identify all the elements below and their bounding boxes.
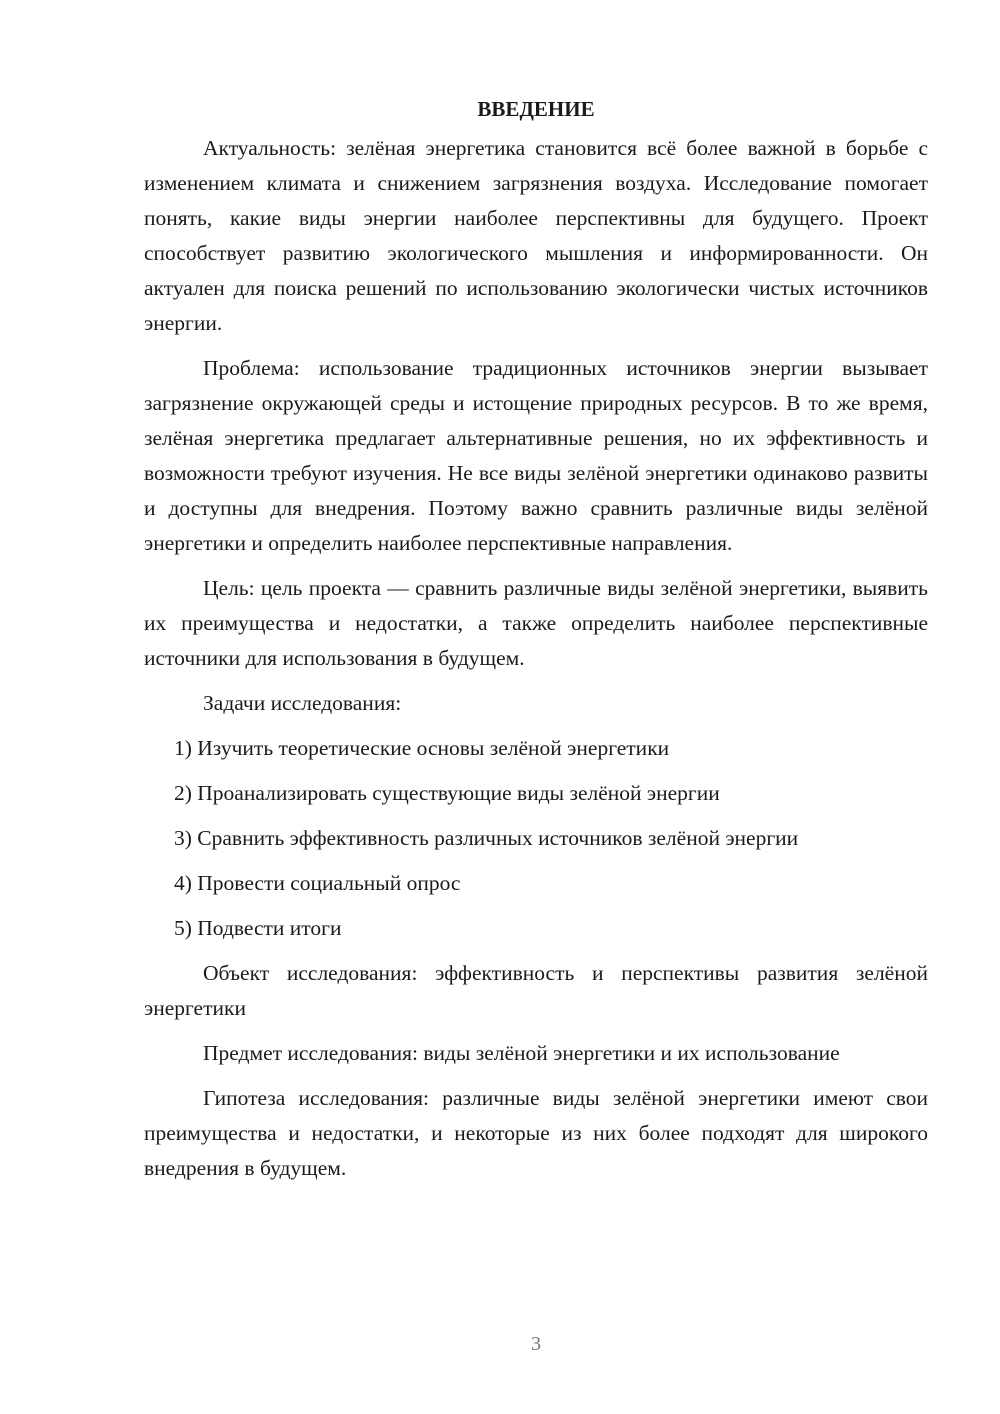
list-item: 4) Провести социальный опрос xyxy=(174,871,461,895)
paragraph-object: Объект исследования: эффективность и перспективы развития зелёной энергетики xyxy=(144,961,928,1020)
paragraph-goal: Цель: цель проекта — сравнить различные виды зелёной энергетики, выявить их преимущества и недостатки, а также определить наиболее перспективные источники для использования в будущем. xyxy=(144,576,928,670)
paragraph-relevance: Актуальность: зелёная энергетика становится всё более важной в борьбе с изменением климата и снижением загрязнения воздуха. Исследование помогает понять, какие виды энергии наиболее перспективны для будущего. Проект способствует развитию экологического мышления и информированности. Он актуален для поиска решений по использованию экологически чистых источников энергии. xyxy=(144,136,928,335)
list-item: 3) Сравнить эффективность различных источников зелёной энергии xyxy=(174,826,799,850)
list-item: 5) Подвести итоги xyxy=(174,916,342,940)
tasks-heading: Задачи исследования: xyxy=(203,691,402,715)
list-item: 2) Проанализировать существующие виды зелёной энергии xyxy=(174,781,720,805)
paragraph-hypothesis: Гипотеза исследования: различные виды зелёной энергетики имеют свои преимущества и недостатки, и некоторые из них более подходят для широкого внедрения в будущем. xyxy=(144,1086,928,1180)
page-number: 3 xyxy=(531,1333,541,1355)
paragraph-problem: Проблема: использование традиционных источников энергии вызывает загрязнение окружающей среды и истощение природных ресурсов. В то же время, зелёная энергетика предлагает альтернативные решения, но их эффективность и возможности требуют изучения. Не все виды зелёной энергетики одинаково развиты и доступны для внедрения. Поэтому важно сравнить различные виды зелёной энергетики и определить наиболее перспективные направления. xyxy=(144,356,928,555)
page-title: ВВЕДЕНИЕ xyxy=(477,97,595,121)
list-item: 1) Изучить теоретические основы зелёной энергетики xyxy=(174,736,670,760)
document-page xyxy=(144,92,928,1196)
paragraph-subject: Предмет исследования: виды зелёной энергетики и их использование xyxy=(203,1041,840,1065)
tasks-list xyxy=(144,731,928,946)
